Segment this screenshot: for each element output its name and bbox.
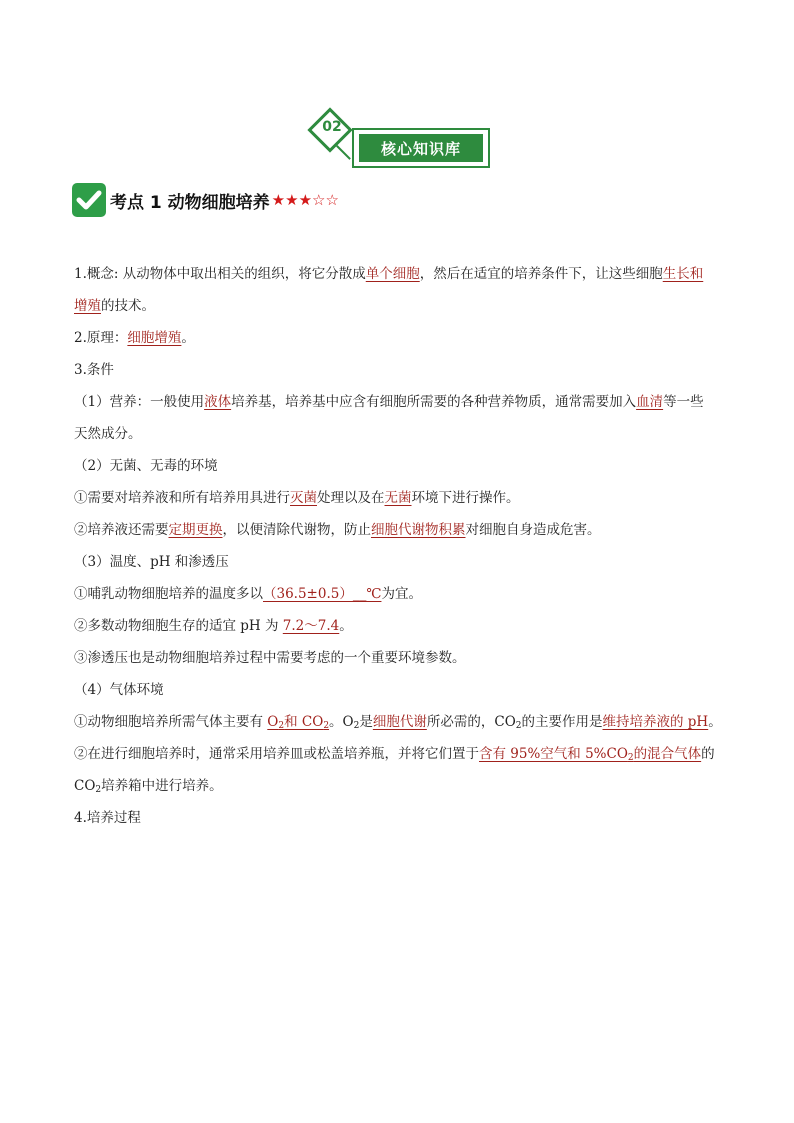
paragraph-sterile-2: ②培养液还需要定期更换，以便清除代谢物，防止细胞代谢物积累对细胞自身造成危害。 bbox=[74, 522, 601, 538]
difficulty-stars: ★★★☆☆ bbox=[271, 191, 339, 209]
answer-blank: （36.5±0.5）__℃ bbox=[263, 586, 382, 602]
paragraph-concept-cont: 增殖的技术。 bbox=[74, 298, 155, 314]
paragraph-process: 4.培养过程 bbox=[74, 810, 141, 826]
paragraph-nutrition-cont: 天然成分。 bbox=[74, 426, 142, 442]
section-heading bbox=[72, 183, 339, 217]
answer-blank: 7.2～7.4 bbox=[282, 618, 340, 634]
content-body bbox=[74, 258, 724, 834]
paragraph-sterile-1: ①需要对培养液和所有培养用具进行灭菌处理以及在无菌环境下进行操作。 bbox=[74, 490, 520, 506]
answer-blank: 增殖 bbox=[74, 298, 101, 314]
paragraph-osmotic: ③渗透压也是动物细胞培养过程中需要考虑的一个重要环境参数。 bbox=[74, 650, 466, 666]
paragraph-gas-2: ②在进行细胞培养时，通常采用培养皿或松盖培养瓶，并将它们置于含有 95%空气和 $5\%CO_2$的混合气体的 bbox=[74, 746, 715, 763]
badge-frame bbox=[352, 128, 490, 168]
paragraph-temperature-1: ①哺乳动物细胞培养的温度多以（36.5±0.5）__℃为宜。 bbox=[74, 586, 422, 602]
paragraph-ph: ②多数动物细胞生存的适宜 pH 为 7.2～7.4。 bbox=[74, 618, 353, 634]
paragraph-gas-1: ①动物细胞培养所需气体主要有 $O_2$和 $CO_2$。$O_2$是细胞代谢所必需的，$CO_2$的主要作用是维持培养液的 pH。 bbox=[74, 714, 722, 731]
section-title: 考点 1 动物细胞培养 bbox=[110, 192, 270, 213]
answer-blank: 细胞增殖 bbox=[127, 330, 182, 346]
paragraph-conditions: 3.条件 bbox=[74, 362, 114, 378]
paragraph-gas: （4）气体环境 bbox=[74, 682, 164, 698]
answer-blank: 单个细胞 bbox=[365, 266, 420, 282]
answer-blank: 细胞代谢 bbox=[372, 714, 427, 730]
paragraph-principle: 2.原理：细胞增殖。 bbox=[74, 330, 195, 346]
paragraph-sterile: （2）无菌、无毒的环境 bbox=[74, 458, 218, 474]
badge-connector bbox=[335, 144, 351, 160]
answer-blank: 液体 bbox=[204, 394, 232, 410]
paragraph-nutrition: （1）营养：一般使用液体培养基，培养基中应含有细胞所需要的各种营养物质，通常需要加入血清等一些 bbox=[74, 394, 704, 410]
answer-blank: 灭菌 bbox=[290, 490, 317, 506]
answer-blank: 生长和 bbox=[662, 266, 704, 282]
badge-label: 核心知识库 bbox=[359, 134, 483, 162]
paragraph-temperature: （3）温度、pH 和渗透压 bbox=[74, 554, 229, 570]
answer-blank: 定期更换 bbox=[168, 522, 223, 538]
paragraph-concept: 1.概念: 从动物体中取出相关的组织，将它分散成单个细胞，然后在适宜的培养条件下，让这些细胞生长和 bbox=[74, 266, 704, 282]
paragraph-gas-2-cont: $CO_2$培养箱中进行培养。 bbox=[74, 778, 223, 795]
checkmark-icon bbox=[72, 183, 106, 217]
answer-blank: 含有 95%空气和 $5\%CO_2$的混合气体 bbox=[479, 746, 702, 763]
answer-blank: 无菌 bbox=[384, 490, 412, 506]
badge-number: 02 bbox=[322, 119, 342, 135]
answer-blank: 维持培养液的 pH bbox=[602, 714, 709, 730]
section-badge bbox=[306, 106, 490, 170]
answer-blank: 细胞代谢物积累 bbox=[371, 522, 466, 538]
answer-blank: $O_2$和 $CO_2$ bbox=[267, 714, 330, 731]
answer-blank: 血清 bbox=[636, 394, 664, 410]
